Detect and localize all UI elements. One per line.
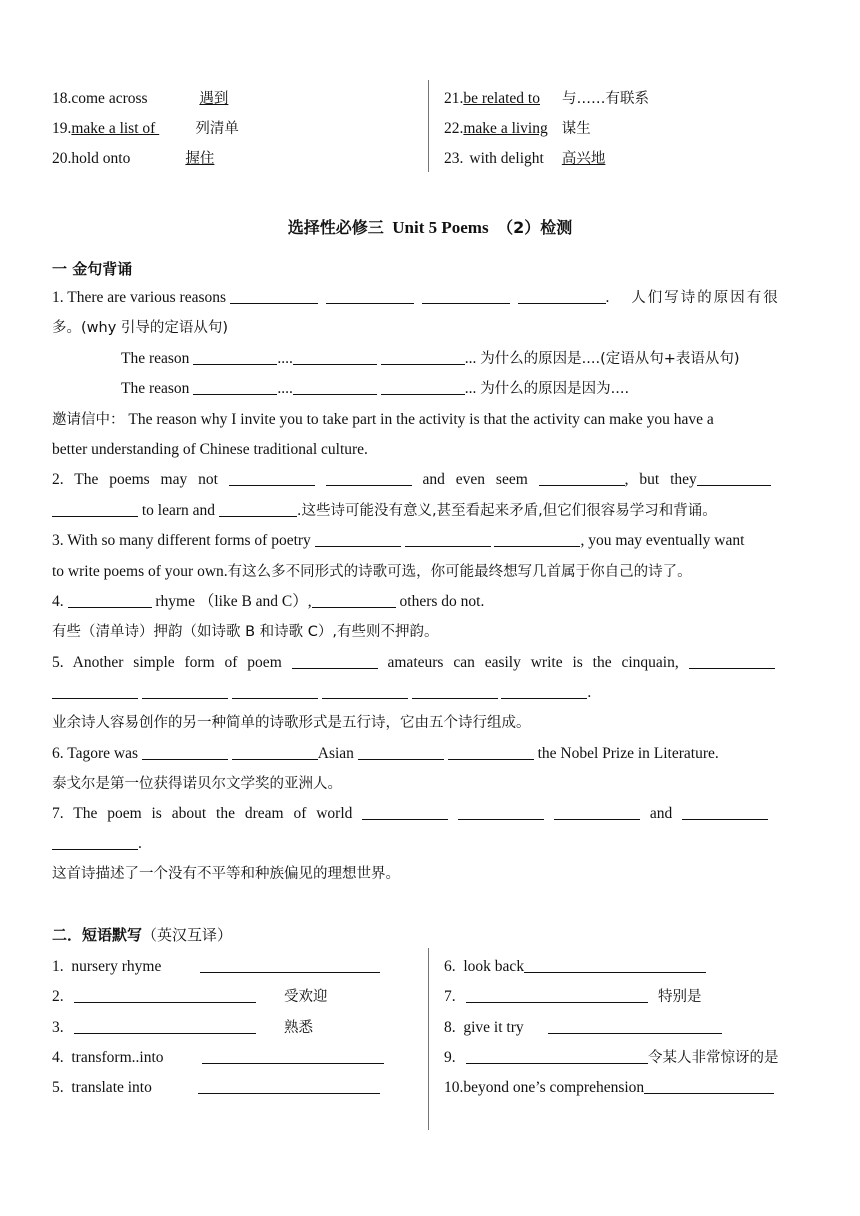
question-text: amateurs can easily write is the cinquain,	[387, 654, 679, 671]
phrase-english: hold onto	[71, 150, 131, 167]
answer-blank[interactable]	[448, 743, 534, 760]
answer-blank[interactable]	[293, 348, 377, 365]
answer-blank[interactable]	[74, 986, 256, 1003]
vocab-prompt: 3.	[52, 1018, 64, 1036]
answer-blank[interactable]	[554, 803, 640, 820]
phrase-english: make a list of	[71, 120, 160, 137]
question-text: and	[649, 805, 673, 822]
vocab-prompt: 1. nursery rhyme	[52, 958, 162, 975]
question-translation: 这首诗描述了一个没有不平等和种族偏见的理想世界。	[52, 866, 400, 882]
phrase-row	[444, 86, 812, 116]
answer-blank[interactable]	[466, 1047, 648, 1064]
question-line	[52, 499, 810, 523]
question-text: and even seem	[422, 471, 528, 488]
question-text: , but they	[624, 471, 697, 488]
answer-blank[interactable]	[142, 682, 228, 699]
pattern-translation: 为什么的原因是因为....	[480, 381, 630, 397]
vocab-prompt: 5. translate into	[52, 1079, 152, 1097]
phrase-number: 19.	[52, 120, 72, 137]
question-text: 6. Tagore was	[52, 745, 139, 762]
answer-blank[interactable]	[232, 682, 318, 699]
vocab-prompt: 6. look back	[444, 958, 525, 975]
top-phrase-column-right	[444, 86, 812, 176]
phrase-english: with delight	[469, 150, 544, 167]
answer-blank[interactable]	[682, 803, 768, 820]
phrase-chinese: 谋生	[561, 121, 591, 137]
answer-blank[interactable]	[501, 682, 587, 699]
vocab-column-left	[52, 955, 428, 1106]
title-unit: Unit 5 Poems	[392, 218, 489, 237]
answer-blank[interactable]	[293, 378, 377, 395]
answer-blank[interactable]	[142, 743, 228, 760]
answer-blank[interactable]	[697, 469, 771, 486]
answer-blank[interactable]	[326, 287, 414, 304]
section-heading-text: 一 金句背诵	[52, 260, 133, 278]
answer-blank[interactable]	[52, 833, 138, 850]
answer-blank[interactable]	[52, 500, 138, 517]
vocab-row	[444, 1046, 812, 1076]
vocab-row	[52, 985, 428, 1015]
vocab-row	[444, 1016, 812, 1046]
question-translation: 业余诗人容易创作的另一种简单的诗歌形式是五行诗，它由五个诗行组成。	[52, 715, 531, 731]
pattern-translation: 为什么的原因是....(定语从句+表语从句)	[480, 351, 740, 367]
answer-blank[interactable]	[381, 378, 465, 395]
answer-blank[interactable]	[52, 682, 138, 699]
vocab-prompt: 熟悉	[284, 1019, 313, 1036]
answer-blank[interactable]	[219, 500, 297, 517]
example-text: The reason why I invite you to take part in the activity is that the activity can make you have a	[128, 411, 714, 428]
top-phrase-table	[52, 86, 812, 176]
vocab-prompt: 10.beyond one’s comprehension	[444, 1079, 645, 1097]
answer-blank[interactable]	[548, 1017, 722, 1034]
question-translation: 有这么多不同形式的诗歌可选，你可能最终想写几首属于你自己的诗了。	[227, 564, 692, 580]
question-text: 4.	[52, 593, 64, 610]
answer-blank[interactable]	[524, 956, 706, 973]
answer-blank[interactable]	[202, 1047, 384, 1064]
answer-blank[interactable]	[494, 530, 580, 547]
vocab-column-right	[444, 955, 812, 1106]
answer-blank[interactable]	[518, 287, 606, 304]
question-line	[52, 711, 810, 735]
pattern-text: The reason	[121, 380, 190, 397]
answer-blank[interactable]	[312, 591, 396, 608]
question-line	[52, 620, 810, 644]
question-line	[52, 529, 810, 553]
question-text: , you may eventually want	[580, 532, 745, 549]
vocab-row	[444, 955, 812, 985]
question-line	[52, 742, 810, 766]
question-text: 1. There are various reasons	[52, 289, 227, 306]
section-heading	[52, 258, 132, 279]
answer-blank[interactable]	[362, 803, 448, 820]
question-line	[52, 862, 810, 886]
question-note: 多。(why 引导的定语从句)	[52, 320, 229, 336]
phrase-english: be related to	[463, 90, 540, 107]
question-text: 2. The poems may not	[52, 471, 218, 488]
title-chinese: 选择性必修三	[287, 218, 384, 237]
phrase-row	[52, 146, 428, 176]
vocab-prompt: 令某人非常惊讶的是	[648, 1049, 779, 1066]
phrase-chinese: 与……有联系	[561, 91, 649, 107]
example-label: 邀请信中：	[52, 412, 125, 428]
question-line	[52, 316, 810, 340]
question-text: 7. The poem is about the dream of world	[52, 805, 353, 822]
phrase-chinese: 高兴地	[561, 151, 606, 167]
section-heading	[52, 924, 232, 945]
answer-blank[interactable]	[539, 469, 625, 486]
vocab-row	[52, 1076, 428, 1106]
answer-blank[interactable]	[381, 348, 465, 365]
question-text: others do not.	[399, 593, 485, 610]
question-line	[52, 772, 810, 796]
phrase-row	[444, 146, 812, 176]
example-line	[52, 438, 810, 462]
vocab-row	[52, 955, 428, 985]
answer-blank[interactable]	[405, 530, 491, 547]
phrase-english: come across	[71, 90, 148, 107]
question-translation: 人们写诗的原因有很	[631, 290, 780, 306]
answer-blank[interactable]	[466, 986, 648, 1003]
phrase-row	[52, 86, 428, 116]
vocab-prompt: 特别是	[658, 989, 702, 1006]
answer-blank[interactable]	[198, 1077, 380, 1094]
question-text: Asian	[317, 745, 354, 762]
answer-blank[interactable]	[412, 682, 498, 699]
question-line	[52, 802, 810, 826]
vocab-prompt: 8. give it try	[444, 1018, 524, 1036]
column-divider	[428, 948, 429, 1130]
answer-blank[interactable]	[358, 743, 444, 760]
answer-blank[interactable]	[230, 287, 318, 304]
phrase-number: 22.	[444, 120, 464, 137]
question-translation: 泰戈尔是第一位获得诺贝尔文学奖的亚洲人。	[52, 776, 342, 792]
phrase-chinese: 遇到	[199, 91, 229, 107]
top-phrase-column-left	[52, 86, 428, 176]
answer-blank[interactable]	[422, 287, 510, 304]
answer-blank[interactable]	[458, 803, 544, 820]
question-line: .	[52, 681, 810, 705]
question-line	[52, 651, 810, 675]
vocab-prompt: 7.	[444, 988, 456, 1006]
vocab-prompt: 受欢迎	[284, 989, 328, 1006]
question-line	[52, 590, 810, 614]
answer-blank[interactable]	[292, 652, 378, 669]
vocab-row	[52, 1016, 428, 1046]
question-text: to write poems of your own.	[52, 563, 228, 580]
answer-blank[interactable]	[193, 378, 277, 395]
answer-blank[interactable]	[229, 469, 315, 486]
question-line	[52, 468, 810, 492]
phrase-row	[52, 116, 428, 146]
answer-blank[interactable]	[322, 682, 408, 699]
question-line: 1. There are various reasons . 人们写诗的原因有很	[52, 289, 780, 306]
pattern-line: The reason .... ... 为什么的原因是因为....	[121, 380, 630, 397]
question-line	[52, 560, 810, 584]
section-heading-text: 二．短语默写	[52, 926, 143, 944]
question-text: 3. With so many different forms of poetry	[52, 532, 311, 549]
title-part: （2）检测	[497, 218, 573, 237]
question-line: .	[52, 832, 810, 856]
pattern-text: The reason	[121, 350, 190, 367]
page-title	[0, 215, 860, 238]
answer-blank[interactable]	[74, 1017, 256, 1034]
question-text: the Nobel Prize in Literature.	[537, 745, 719, 762]
answer-blank[interactable]	[200, 956, 380, 973]
answer-blank[interactable]	[68, 591, 152, 608]
question-text: to learn and	[141, 502, 216, 519]
vocab-prompt: 2.	[52, 988, 64, 1006]
vocab-row	[52, 1046, 428, 1076]
answer-blank[interactable]	[326, 469, 412, 486]
phrase-english: make a living	[463, 120, 548, 137]
phrase-number: 23.	[444, 150, 464, 167]
answer-blank[interactable]	[232, 743, 318, 760]
example-line	[52, 408, 810, 432]
vocab-prompt: 9.	[444, 1048, 456, 1066]
phrase-row	[444, 116, 812, 146]
vocab-prompt: 4. transform..into	[52, 1048, 164, 1066]
question-translation: 有些（清单诗）押韵（如诗歌 B 和诗歌 C）,有些则不押韵。	[52, 624, 439, 640]
question-translation: .这些诗可能没有意义,甚至看起来矛盾,但它们很容易学习和背诵。	[296, 503, 717, 519]
answer-blank[interactable]	[644, 1077, 774, 1094]
question-text: 5. Another simple form of poem	[52, 654, 282, 671]
vocab-row	[444, 985, 812, 1015]
answer-blank[interactable]	[315, 530, 401, 547]
phrase-number: 21.	[444, 90, 464, 107]
example-text: better understanding of Chinese traditional culture.	[52, 441, 368, 458]
phrase-number: 18.	[52, 90, 72, 107]
answer-blank[interactable]	[193, 348, 277, 365]
question-text: rhyme （like B and C）,	[155, 593, 312, 610]
phrase-chinese: 列清单	[195, 121, 239, 137]
pattern-line: The reason .... ... 为什么的原因是....(定语从句+表语从句)	[121, 350, 740, 367]
vocab-row	[444, 1076, 812, 1106]
phrase-number: 20.	[52, 150, 72, 167]
answer-blank[interactable]	[689, 652, 775, 669]
section-heading-note: （英汉互译）	[142, 926, 233, 944]
phrase-chinese: 握住	[185, 151, 215, 167]
